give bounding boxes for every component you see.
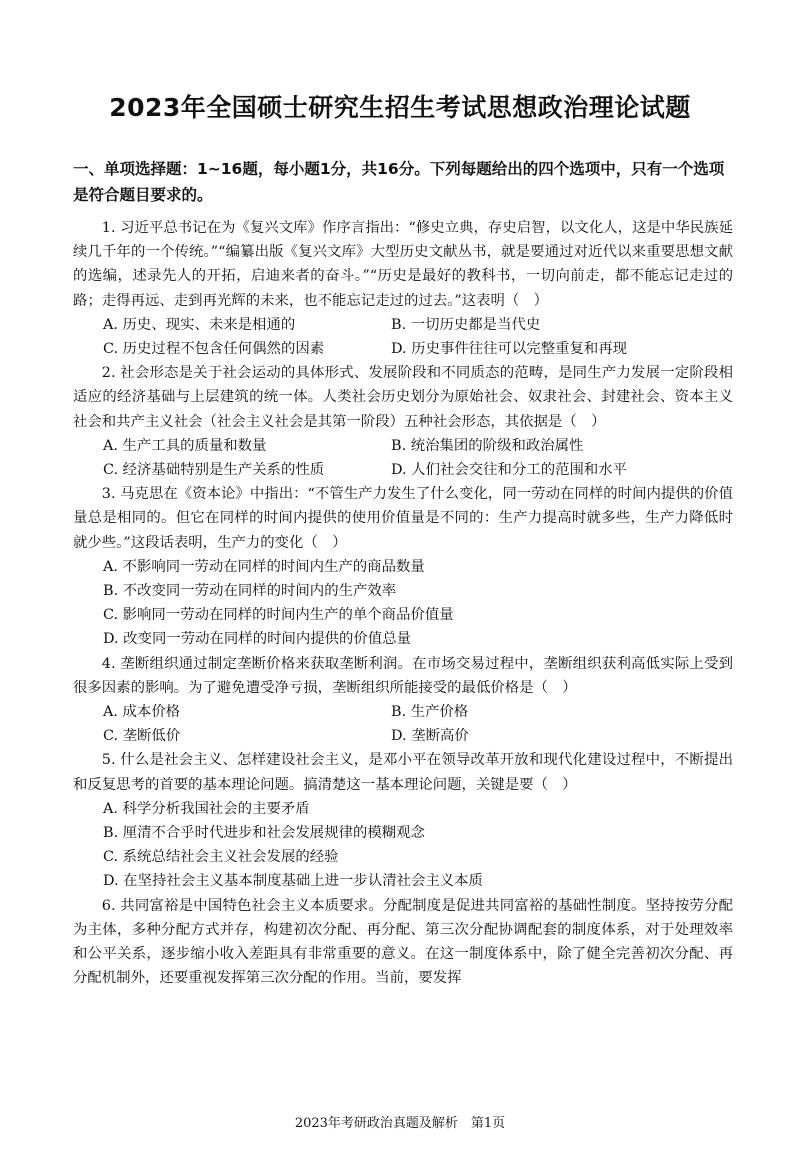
option-b: B. 统治集团的阶级和政治属性 [391, 437, 584, 454]
option-d: D. 人们社会交往和分工的范围和水平 [391, 462, 628, 479]
option-b: B. 厘清不合乎时代进步和社会发展规律的模糊观念 [103, 825, 425, 842]
question-5 [73, 748, 733, 893]
question-stem: 3. 马克思在《资本论》中指出：“不管生产力发生了什么变化，同一劳动在同样的时间内提供的价值量总是相同的。但它在同样的时间内提供的使用价值量是不同的：生产力提高时就多些，生产力降低时就少些。”这段话表明，生产力的变化（ ） [73, 486, 733, 551]
option-a: A. 生产工具的质量和数量 [103, 437, 267, 454]
option-a: A. 科学分析我国社会的主要矛盾 [103, 800, 310, 817]
question-stem: 4. 垄断组织通过制定垄断价格来获取垄断利润。在市场交易过程中，垄断组织获利高低实际上受到很多因素的影响。为了避免遭受净亏损，垄断组织所能接受的最低价格是（ ） [73, 655, 733, 696]
option-b: B. 生产价格 [391, 704, 469, 721]
question-1 [73, 216, 733, 361]
option-a: A. 历史、现实、未来是相通的 [103, 316, 296, 333]
option-a: A. 不影响同一劳动在同样的时间内生产的商品数量 [103, 558, 425, 575]
question-6 [73, 894, 733, 991]
option-b: B. 一切历史都是当代史 [391, 316, 541, 333]
question-list [73, 216, 733, 991]
question-3 [73, 482, 733, 651]
question-stem: 1. 习近平总书记在为《复兴文库》作序言指出：“修史立典，存史启智，以文化人，这是中华民族延续几千年的一个传统。”“编纂出版《复兴文库》大型历史文献丛书，就是要通过对近代以来重要思想文献的选编，述录先人的开拓，启迪来者的奋斗。”“历史是最好的教科书，一切向前走，都不能忘记走过的路；走得再远、走到再光辉的未来，也不能忘记走过的过去。”这表明（ ） [73, 220, 733, 309]
section-heading: 一、单项选择题：1~16题，每小题1分，共16分。下列每题给出的四个选项中，只有一个选项是符合题目要求的。 [73, 160, 725, 204]
question-stem: 5. 什么是社会主义、怎样建设社会主义，是邓小平在领导改革开放和现代化建设过程中，不断提出和反复思考的首要的基本理论问题。搞清楚这一基本理论问题，关键是要（ ） [73, 752, 733, 793]
option-d: D. 在坚持社会主义基本制度基础上进一步认清社会主义本质 [103, 873, 483, 890]
page-footer: 2023年考研政治真题及解析 第1页 [294, 1116, 506, 1131]
option-d: D. 改变同一劳动在同样的时间内提供的价值总量 [103, 631, 411, 648]
option-d: D. 历史事件往往可以完整重复和再现 [391, 341, 628, 358]
option-c: C. 系统总结社会主义社会发展的经验 [103, 849, 339, 866]
question-2 [73, 361, 733, 482]
question-stem: 6. 共同富裕是中国特色社会主义本质要求。分配制度是促进共同富裕的基础性制度。坚持按劳分配为主体，多种分配方式并存，构建初次分配、再分配、第三次分配协调配套的制度体系，对于处理效率和公平关系，逐步缩小收入差距具有非常重要的意义。在这一制度体系中，除了健全完善初次分配、再分配机制外，还要重视发挥第三次分配的作用。当前，要发挥 [73, 897, 733, 987]
option-c: C. 垄断低价 [103, 728, 181, 745]
option-c: C. 经济基础特别是生产关系的性质 [103, 462, 325, 479]
option-d: D. 垄断高价 [391, 728, 469, 745]
question-4 [73, 652, 733, 749]
question-stem: 2. 社会形态是关于社会运动的具体形式、发展阶段和不同质态的范畴，是同生产力发展一定阶段相适应的经济基础与上层建筑的统一体。人类社会历史划分为原始社会、奴隶社会、封建社会、资本主义社会和共产主义社会（社会主义社会是其第一阶段）五种社会形态，其依据是（ ） [73, 365, 733, 430]
option-a: A. 成本价格 [103, 704, 181, 721]
exam-title: 2023年全国硕士研究生招生考试思想政治理论试题 [109, 93, 691, 122]
option-c: C. 影响同一劳动在同样的时间内生产的单个商品价值量 [103, 607, 454, 624]
option-c: C. 历史过程不包含任何偶然的因素 [103, 341, 325, 358]
option-b: B. 不改变同一劳动在同样的时间内的生产效率 [103, 583, 397, 600]
